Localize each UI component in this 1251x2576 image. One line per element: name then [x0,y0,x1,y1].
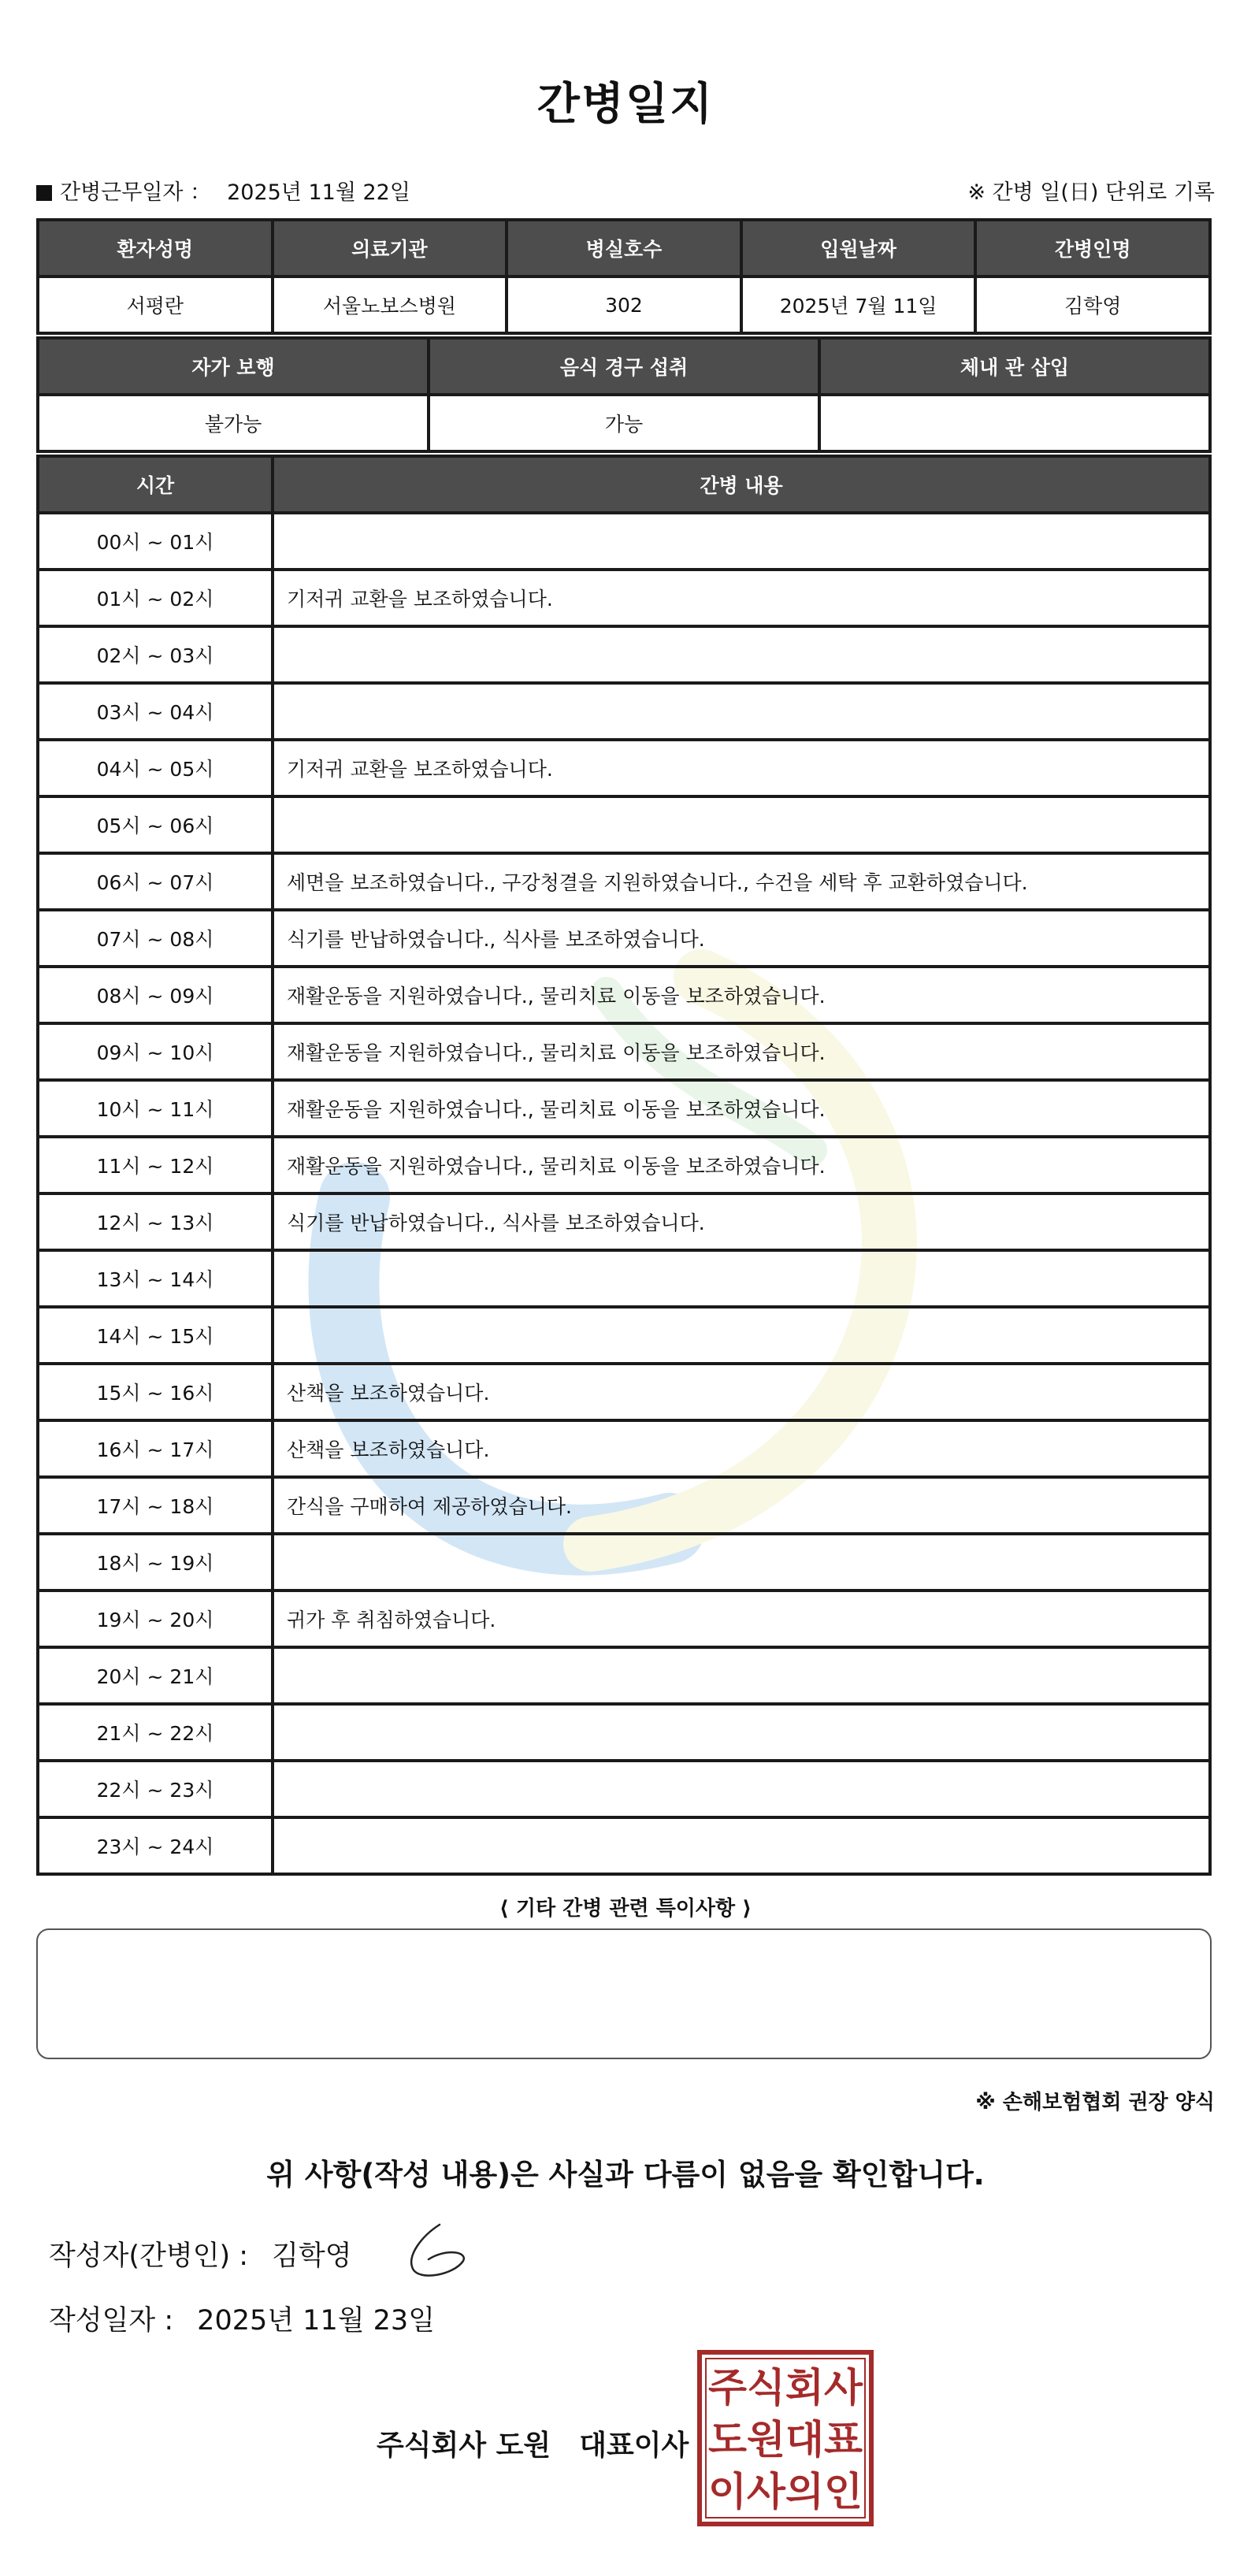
patient-status-table [36,336,1212,453]
log-content [273,683,1210,740]
form-note: ※ 손해보험협회 권장 양식 [975,2091,1215,2114]
header-room-number: 병실호수 [507,220,741,277]
log-row [38,1817,1210,1874]
log-row [38,1193,1210,1250]
header-tube-insertion: 체내 관 삽입 [819,338,1210,395]
log-time: 14시 ~ 15시 [38,1307,273,1364]
log-time: 09시 ~ 10시 [38,1023,273,1080]
unit-note: ※ 간병 일(日) 단위로 기록 [967,180,1215,205]
log-time: 22시 ~ 23시 [38,1761,273,1817]
remarks-title: ⟨ 기타 간병 관련 특이사항 ⟩ [499,1897,752,1921]
log-content [273,626,1210,683]
header-time: 시간 [38,456,273,513]
log-row [38,626,1210,683]
log-time: 23시 ~ 24시 [38,1817,273,1874]
log-content: 산책을 보조하였습니다. [273,1364,1210,1420]
header-care-content: 간병 내용 [273,456,1210,513]
patient-info-table [36,218,1212,335]
log-time: 05시 ~ 06시 [38,796,273,853]
remarks-box [36,1928,1212,2059]
log-content: 재활운동을 지원하였습니다., 물리치료 이동을 보조하였습니다. [273,967,1210,1023]
written-date-row [49,2299,435,2338]
log-time: 02시 ~ 03시 [38,626,273,683]
log-row [38,1250,1210,1307]
written-date-label: 작성일자 : [49,2305,174,2337]
log-row [38,1023,1210,1080]
room-number: 302 [507,277,741,333]
handwritten-signature [399,2220,470,2283]
log-row [38,853,1210,910]
log-time: 01시 ~ 02시 [38,570,273,626]
log-row [38,1420,1210,1477]
log-row [38,1477,1210,1534]
log-row [38,1647,1210,1704]
work-date [36,175,410,206]
log-row [38,1307,1210,1364]
log-row [38,740,1210,796]
log-content [273,513,1210,570]
log-content: 세면을 보조하였습니다., 구강청결을 지원하였습니다., 수건을 세탁 후 교환하였습니다. [273,853,1210,910]
log-row [38,1761,1210,1817]
oral-intake-value: 가능 [429,395,819,451]
seal-text-line: 이사의인 [708,2469,863,2515]
author-label: 작성자(간병인) : [49,2240,249,2272]
log-content [273,1250,1210,1307]
document-title: 간병일지 [536,79,715,130]
work-date-label: 간병근무일자 [60,180,184,205]
company-name: 주식회사 도원 [377,2429,551,2462]
tube-insertion-value [819,395,1210,451]
log-row [38,910,1210,967]
log-time: 16시 ~ 17시 [38,1420,273,1477]
log-time: 04시 ~ 05시 [38,740,273,796]
log-time: 21시 ~ 22시 [38,1704,273,1761]
log-time: 07시 ~ 08시 [38,910,273,967]
log-time: 06시 ~ 07시 [38,853,273,910]
work-date-colon: ： [190,180,212,205]
header-admission-date: 입원날짜 [741,220,976,277]
log-time: 18시 ~ 19시 [38,1534,273,1591]
log-row [38,1591,1210,1647]
log-row [38,1704,1210,1761]
log-content: 간식을 구매하여 제공하였습니다. [273,1477,1210,1534]
log-content: 기저귀 교환을 보조하였습니다. [273,570,1210,626]
author-name: 김학영 [272,2240,352,2272]
log-row [38,1364,1210,1420]
caregiver-name: 김학영 [975,277,1210,333]
patient-name: 서평란 [38,277,273,333]
log-time: 00시 ~ 01시 [38,513,273,570]
log-row [38,1080,1210,1137]
company-title: 대표이사 [579,2429,689,2462]
written-date-value: 2025년 11월 23일 [197,2305,435,2337]
log-time: 19시 ~ 20시 [38,1591,273,1647]
log-content: 식기를 반납하였습니다., 식사를 보조하였습니다. [273,910,1210,967]
seal-text-line: 주식회사 [708,2365,863,2411]
header-patient-name: 환자성명 [38,220,273,277]
seal-text-line: 도원대표 [708,2417,863,2463]
hospital: 서울노보스병원 [273,277,507,333]
log-content: 기저귀 교환을 보조하였습니다. [273,740,1210,796]
log-content [273,1761,1210,1817]
log-content [273,1817,1210,1874]
log-time: 17시 ~ 18시 [38,1477,273,1534]
admission-date: 2025년 7월 11일 [741,277,976,333]
care-log-table [36,455,1212,1876]
log-time: 13시 ~ 14시 [38,1250,273,1307]
log-time: 03시 ~ 04시 [38,683,273,740]
self-walking-value: 불가능 [38,395,429,451]
log-content [273,1647,1210,1704]
log-time: 08시 ~ 09시 [38,967,273,1023]
log-row [38,570,1210,626]
log-content: 재활운동을 지원하였습니다., 물리치료 이동을 보조하였습니다. [273,1023,1210,1080]
log-content: 재활운동을 지원하였습니다., 물리치료 이동을 보조하였습니다. [273,1137,1210,1193]
company-seal-stamp [696,2349,874,2527]
log-content: 식기를 반납하였습니다., 식사를 보조하였습니다. [273,1193,1210,1250]
header-oral-intake: 음식 경구 섭취 [429,338,819,395]
log-row [38,796,1210,853]
log-row [38,683,1210,740]
log-time: 12시 ~ 13시 [38,1193,273,1250]
log-content: 재활운동을 지원하였습니다., 물리치료 이동을 보조하였습니다. [273,1080,1210,1137]
header-self-walking: 자가 보행 [38,338,429,395]
log-row [38,1534,1210,1591]
log-content [273,1534,1210,1591]
log-row [38,1137,1210,1193]
square-bullet-icon [36,185,52,201]
confirmation-statement: 위 사항(작성 내용)은 사실과 다름이 없음을 확인합니다. [266,2158,985,2192]
log-time: 10시 ~ 11시 [38,1080,273,1137]
work-date-value: 2025년 11월 22일 [227,180,410,205]
log-row [38,967,1210,1023]
log-content: 귀가 후 취침하였습니다. [273,1591,1210,1647]
log-content [273,1307,1210,1364]
company-line [377,2423,689,2463]
log-content: 산책을 보조하였습니다. [273,1420,1210,1477]
header-caregiver-name: 간병인명 [975,220,1210,277]
log-time: 11시 ~ 12시 [38,1137,273,1193]
author-row [49,2234,352,2273]
log-time: 15시 ~ 16시 [38,1364,273,1420]
log-content [273,796,1210,853]
log-time: 20시 ~ 21시 [38,1647,273,1704]
log-row [38,513,1210,570]
log-content [273,1704,1210,1761]
header-hospital: 의료기관 [273,220,507,277]
